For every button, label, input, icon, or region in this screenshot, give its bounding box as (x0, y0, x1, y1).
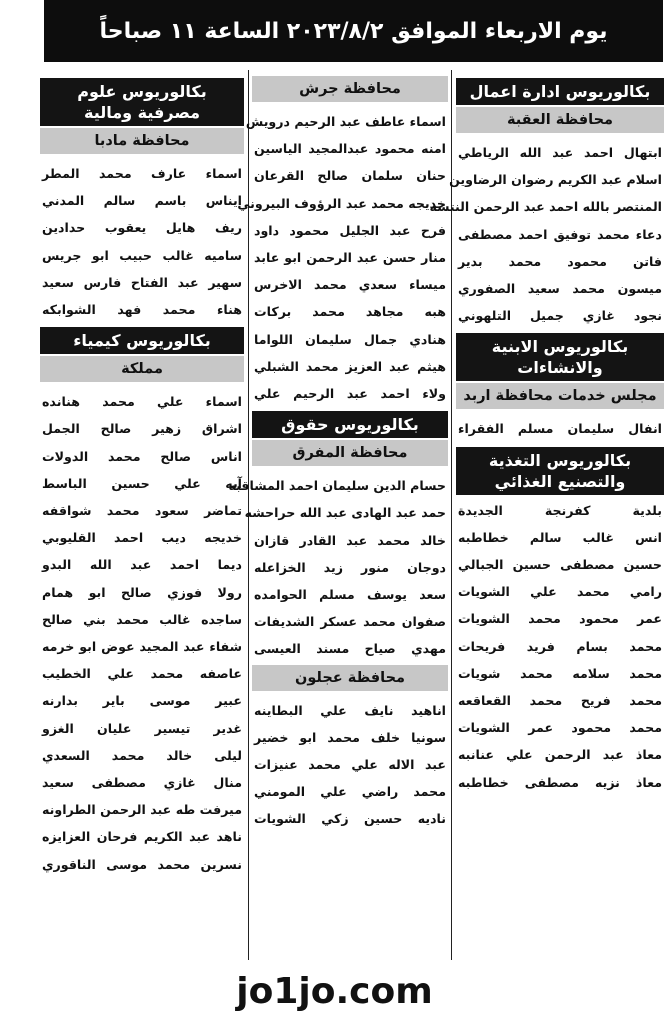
name-entry: مهدي صياح مسند العيسى (254, 641, 446, 657)
name-entry: المنتصر بالله احمد عبد الرحمن النتشه (429, 199, 662, 215)
column-left (40, 74, 244, 954)
name-entry: محمد فريح محمد القعاقعه (458, 693, 662, 709)
name-entry: نسرين محمد موسى الناقوري (42, 856, 242, 872)
name-entry: اسماء عارف محمد المطر (42, 166, 242, 181)
name-entry: دعاء محمد توفيق احمد مصطفى (458, 226, 662, 242)
name-entry: معاذ عبد الرحمن علي عنانبه (458, 747, 662, 763)
name-entry: ليلى خالد محمد السعدي (42, 747, 242, 763)
name-entry: فرح عبد الجليل محمود داود (254, 222, 446, 238)
name-entry: امنه محمود عبدالمجيد الياسين (254, 141, 446, 157)
name-entry: شفاء عبد المجيد عوض ابو خرمه (42, 639, 242, 655)
name-entry: ميساء سعدي محمد الاخرس (254, 277, 446, 293)
subsection-heading: محافظة عجلون (252, 665, 448, 691)
name-entry: ولاء احمد عبد الرحيم علي (254, 386, 446, 402)
name-entry: هيثم عبد العزيز محمد الشبلي (254, 358, 446, 374)
name-entry: حنان سلمان صالح القرعان (254, 168, 446, 184)
name-entry: خديجه ديب احمد القليوبي (42, 530, 242, 546)
section-heading: بكالوريوس التغذية والتصنيع الغذائي (456, 447, 664, 495)
name-entry: ديما احمد عبد الله البدو (42, 557, 242, 573)
name-entry: ناديه حسين زكي الشويات (254, 811, 446, 827)
name-entry: هناء محمد فهد الشوابكه (42, 302, 242, 318)
name-entry: ساجده غالب محمد بني صالح (42, 611, 242, 627)
subsection-heading: مجلس خدمات محافظة اربد (456, 383, 664, 409)
name-entry: نجود غازي جميل التلهوني (458, 308, 662, 324)
name-entry: ناهد عبد الكريم فرحان العزايزه (42, 829, 242, 845)
name-entry: اناس صالح محمد الدولات (42, 448, 242, 464)
name-entry: ريف هايل يعقوب حدادين (42, 220, 242, 236)
name-entry: حمد عبد الهادى عبد الله حراحشه (244, 505, 446, 521)
site-url: jo1jo.com (236, 970, 433, 1012)
name-entry: دوجان منور زيد الخزاعله (254, 559, 446, 575)
name-entry: اشراق زهير صالح الجمل (42, 421, 242, 437)
name-entry: سهير عبد الفتاح فارس سعيد (42, 274, 242, 290)
name-entry: غدير تيسير عليان الغزو (42, 720, 242, 736)
name-entry: اسماء عاطف عبد الرحيم درويش (245, 114, 446, 129)
name-entry: اناهيد نايف علي البطاينه (254, 702, 446, 718)
name-entry: عبير موسى باير بدارنه (42, 693, 242, 709)
section-heading: بكالوريوس حقوق (252, 411, 448, 438)
name-entry: حسين مصطفى حسين الجبالي (458, 557, 662, 573)
subsection-heading: محافظة مادبا (40, 128, 244, 154)
name-entry: صفوان محمد عسكر الشديفات (254, 614, 446, 630)
name-entry: تماضر سعود محمد شواقفه (42, 503, 242, 519)
name-entry: محمد محمود عمر الشويات (458, 720, 662, 736)
section-heading: بكالوريوس كيمياء (40, 327, 244, 354)
name-entry: ميسون محمد سعيد الصفوري (458, 281, 662, 297)
subsection-heading: محافظة المفرق (252, 440, 448, 466)
name-entry: ايناس باسم سالم المدني (42, 193, 242, 209)
column-right (429, 74, 664, 954)
name-entry: ابتهال احمد عبد الله الرياطي (458, 145, 662, 160)
name-entry: انس غالب سالم خطاطبه (458, 529, 662, 545)
name-entry: ميرفت طه عبد الرحمن الطراونه (42, 802, 242, 818)
name-entry: منال غازي مصطفى سعيد (42, 775, 242, 791)
name-entry: اسماء علي محمد هنانده (42, 394, 242, 410)
name-entry: حسام الدين سليمان احمد المشاقبه (228, 478, 446, 494)
name-entry: بلدية كفرنجة الجديدة (458, 502, 662, 518)
name-entry: رولا فوزي صالح ابو همام (42, 584, 242, 600)
name-entry: ساميه غالب حبيب ابو جريس (42, 247, 242, 263)
banner-title: يوم الاربعاء الموافق ٢٠٢٣/٨/٢ الساعة ١١ صباحاً (99, 18, 608, 44)
subsection-heading: مملكة (40, 356, 244, 382)
date-banner (44, 0, 663, 62)
name-entry: عاصفه محمد علي الخطيب (42, 666, 242, 682)
name-entry: محمد بسام فريد فريحات (458, 638, 662, 654)
name-entry: فاتن محمود محمد بدير (458, 253, 662, 269)
name-entry: خديجه محمد عبد الرؤوف البيروني (237, 195, 446, 211)
section-heading: بكالوريوس الابنية والانشاءات (456, 333, 664, 381)
name-entry: هنادي جمال سليمان اللواما (254, 331, 446, 347)
name-entry: سونيا خلف محمد ابو خضير (254, 729, 446, 745)
name-entry: خالد محمد عبد القادر قازان (254, 532, 446, 548)
name-entry: معاذ نزيه مصطفى خطاطبه (458, 774, 662, 790)
column-middle (228, 74, 448, 954)
name-entry: محمد سلامه محمد شويات (458, 665, 662, 681)
name-entry: انفال سليمان مسلم الفقراء (458, 421, 662, 437)
name-entry: آيه علي حسين الباسط (42, 475, 242, 491)
name-entry: رامي محمد علي الشويات (458, 584, 662, 600)
name-entry: اسلام عبد الكريم رضوان الرضاوين (449, 172, 662, 188)
name-entry: سعد يوسف مسلم الحوامده (254, 587, 446, 603)
name-entry: هبه مجاهد محمد بركات (254, 304, 446, 320)
site-watermark (0, 963, 669, 1019)
name-entry: عمر محمود محمد الشويات (458, 611, 662, 627)
subsection-heading: محافظة جرش (252, 76, 448, 102)
subsection-heading: محافظة العقبة (456, 107, 664, 133)
name-entry: محمد راضي علي المومني (254, 784, 446, 800)
section-heading: بكالوريوس ادارة اعمال (456, 78, 664, 105)
section-heading: بكالوريوس علوم مصرفية ومالية (40, 78, 244, 126)
name-entry: منار حسن عبد الرحمن ابو عابد (254, 250, 446, 266)
name-entry: عبد الاله علي محمد عنيزات (254, 757, 446, 773)
